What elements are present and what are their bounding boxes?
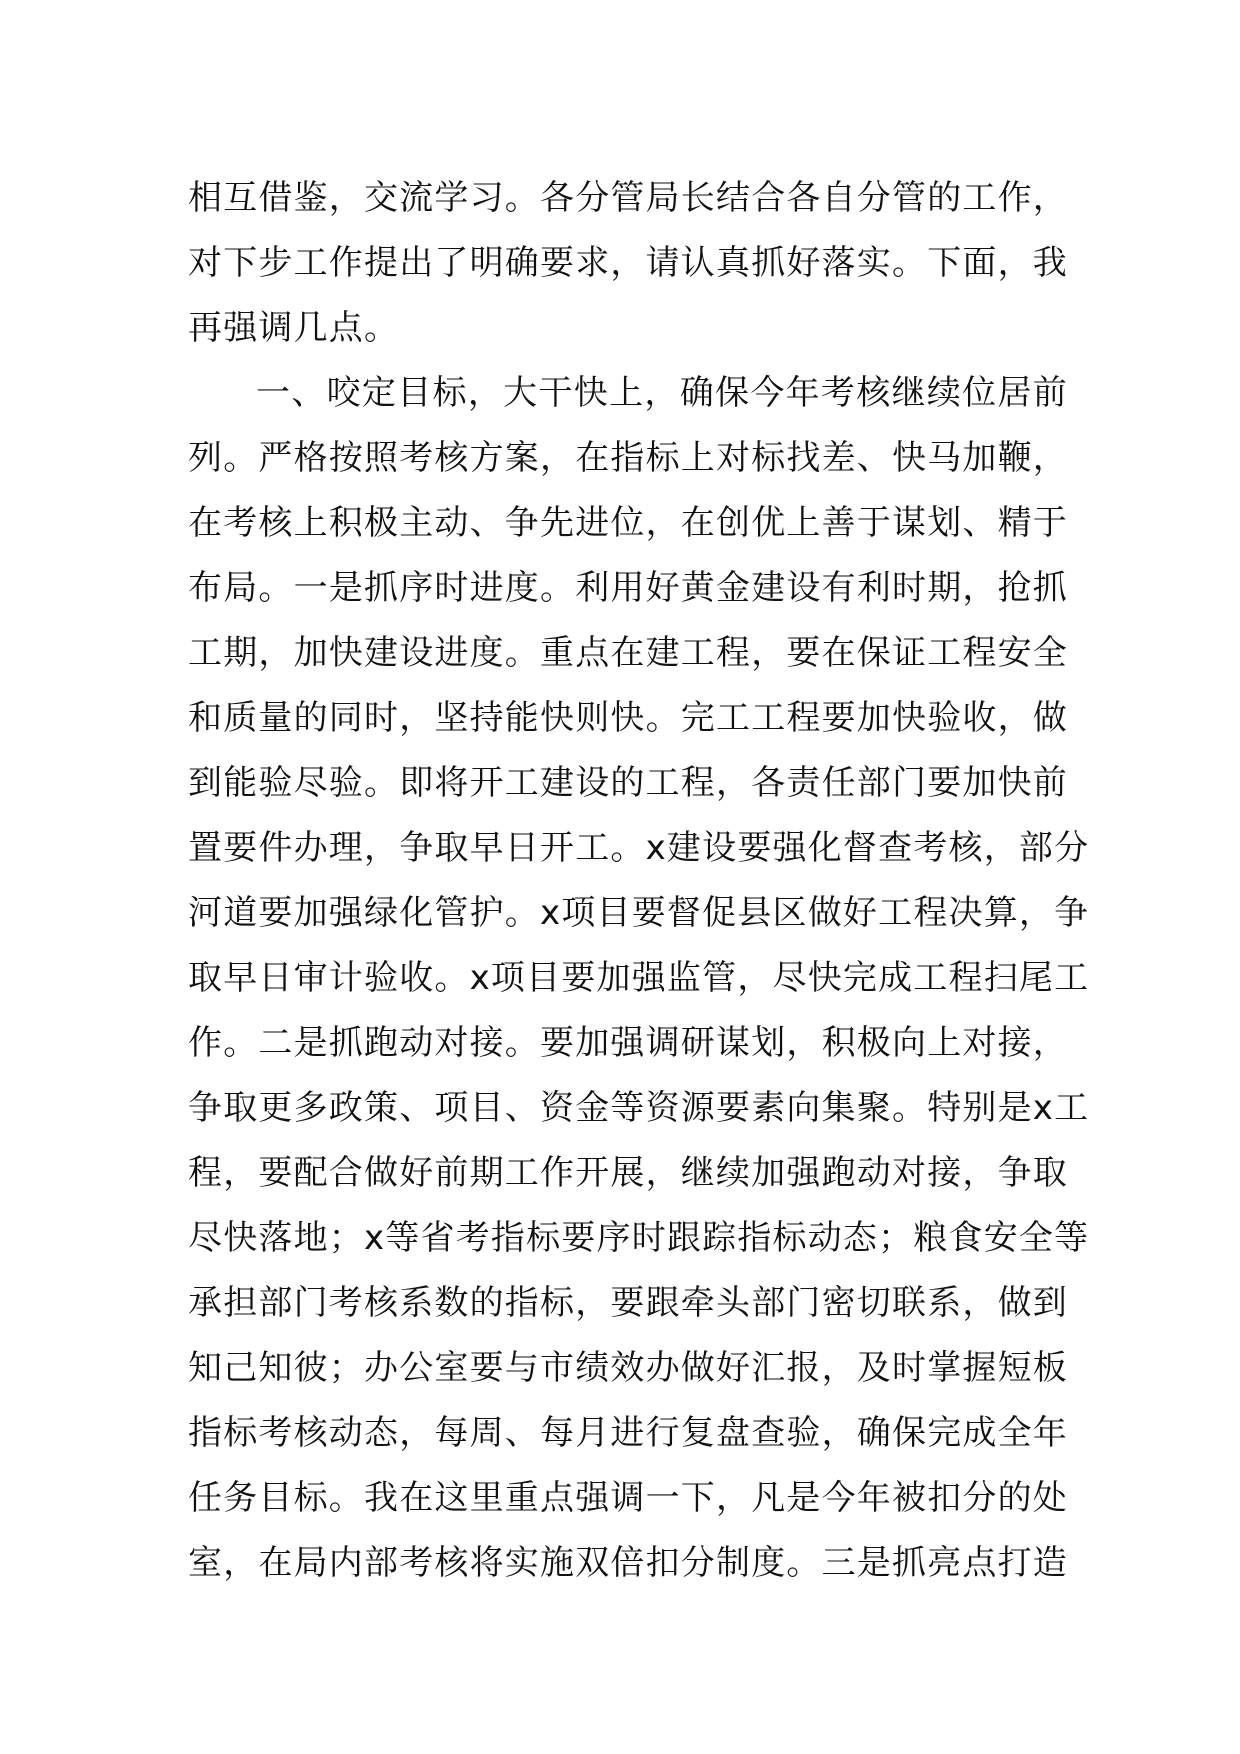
text-line: 知己知彼；办公室要与市绩效办做好汇报，及时掌握短板 (188, 1348, 1068, 1388)
text-line: 对下步工作提出了明确要求，请认真抓好落实。下面，我 (188, 243, 1068, 283)
section-heading-line: 一、咬定目标，大干快上，确保今年考核继续位居前 (256, 373, 1068, 413)
text-line: 作。二是抓跑动对接。要加强调研谋划，积极向上对接， (188, 1023, 1068, 1063)
text-line: 争取更多政策、项目、资金等资源要素向集聚。特别是x工 (188, 1088, 1090, 1128)
text-line: 任务目标。我在这里重点强调一下，凡是今年被扣分的处 (188, 1478, 1068, 1518)
text-line: 指标考核动态，每周、每月进行复盘查验，确保完成全年 (188, 1413, 1068, 1453)
text-line: 相互借鉴，交流学习。各分管局长结合各自分管的工作， (188, 178, 1068, 218)
text-line: 到能验尽验。即将开工建设的工程，各责任部门要加快前 (188, 763, 1068, 803)
text-line: 再强调几点。 (188, 308, 400, 348)
text-line: 尽快落地；x等省考指标要序时跟踪指标动态；粮食安全等 (188, 1218, 1090, 1258)
text-line: 工期，加快建设进度。重点在建工程，要在保证工程安全 (188, 633, 1068, 673)
text-line: 程，要配合做好前期工作开展，继续加强跑动对接，争取 (188, 1153, 1068, 1193)
text-line: 置要件办理，争取早日开工。x建设要强化督查考核，部分 (188, 828, 1090, 868)
text-line: 河道要加强绿化管护。x项目要督促县区做好工程决算，争 (188, 893, 1090, 933)
text-line: 室，在局内部考核将实施双倍扣分制度。三是抓亮点打造 (188, 1543, 1068, 1583)
text-line: 取早日审计验收。x项目要加强监管，尽快完成工程扫尾工 (188, 958, 1090, 998)
text-line: 承担部门考核系数的指标，要跟牵头部门密切联系，做到 (188, 1283, 1068, 1323)
text-line: 布局。一是抓序时进度。利用好黄金建设有利时期，抢抓 (188, 568, 1068, 608)
text-line: 列。严格按照考核方案，在指标上对标找差、快马加鞭， (188, 438, 1068, 478)
body-text (188, 166, 1090, 1596)
text-line: 在考核上积极主动、争先进位，在创优上善于谋划、精于 (188, 503, 1068, 543)
text-line: 和质量的同时，坚持能快则快。完工工程要加快验收，做 (188, 698, 1068, 738)
